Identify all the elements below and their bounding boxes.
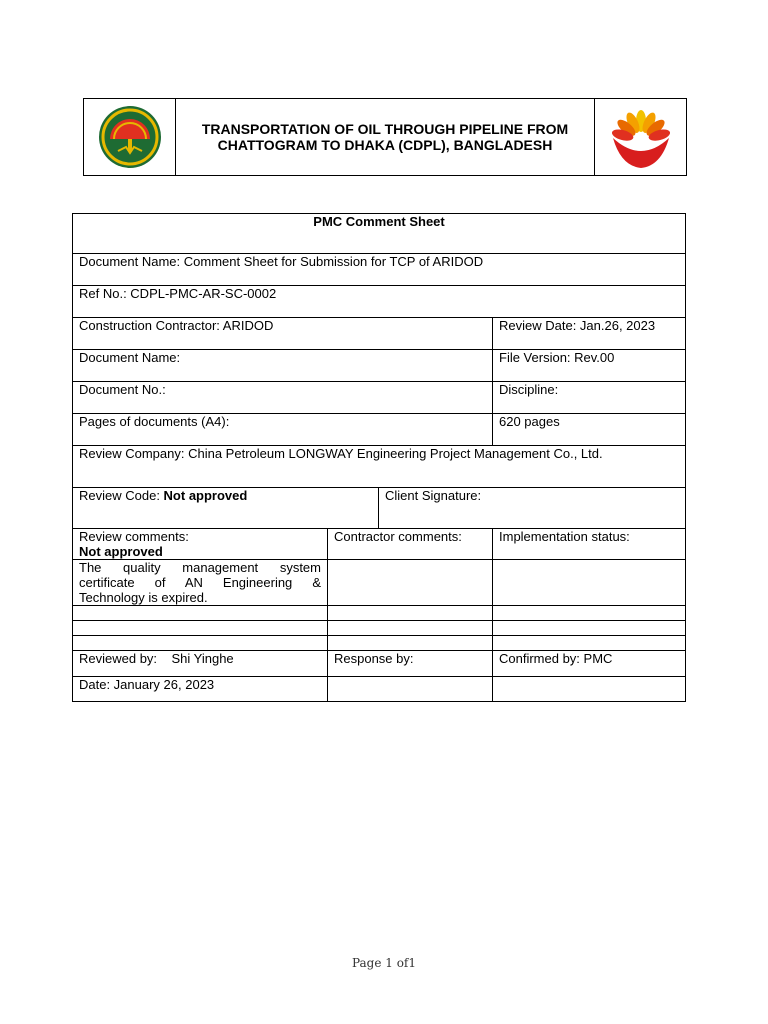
implementation-status-label: Implementation status: — [493, 529, 686, 560]
document-no-label: Document No.: — [73, 382, 493, 414]
review-comments-status: Not approved — [79, 544, 163, 559]
confirmed-by: Confirmed by: PMC — [493, 651, 686, 677]
construction-contractor: Construction Contractor: ARIDOD — [73, 318, 493, 350]
reviewed-by: Reviewed by: Shi Yinghe — [73, 651, 328, 677]
discipline-label: Discipline: — [493, 382, 686, 414]
review-code-label: Review Code: — [79, 488, 164, 503]
review-comments-label: Review comments: — [79, 529, 189, 544]
review-code — [73, 488, 379, 529]
bangladesh-emblem-logo — [84, 99, 176, 175]
review-code-value: Not approved — [163, 488, 248, 503]
empty-cell — [493, 677, 686, 702]
review-company: Review Company: China Petroleum LONGWAY Engineering Project Management Co., Ltd. — [73, 446, 686, 488]
review-date-full: Date: January 26, 2023 — [73, 677, 328, 702]
review-date: Review Date: Jan.26, 2023 — [493, 318, 686, 350]
empty-cell — [73, 606, 328, 621]
pages-value: 620 pages — [493, 414, 686, 446]
contractor-comments-label: Contractor comments: — [328, 529, 493, 560]
review-comment-text: The quality management system certificate of AN Engineering & Technology is expired. — [73, 560, 328, 606]
client-signature-label: Client Signature: — [379, 488, 686, 529]
pages-label: Pages of documents (A4): — [73, 414, 493, 446]
pmc-comment-table — [72, 213, 686, 702]
empty-cell — [328, 677, 493, 702]
document-header — [83, 98, 687, 176]
empty-cell — [328, 606, 493, 621]
project-title — [176, 99, 594, 175]
file-version: File Version: Rev.00 — [493, 350, 686, 382]
empty-cell — [493, 621, 686, 636]
empty-cell — [328, 636, 493, 651]
contractor-comment-cell — [328, 560, 493, 606]
empty-cell — [493, 606, 686, 621]
cnpc-petal-logo — [594, 99, 686, 175]
page-number: Page 1 of1 — [351, 956, 417, 970]
empty-cell — [328, 621, 493, 636]
project-title-line2: CHATTOGRAM TO DHAKA (CDPL), BANGLADESH — [217, 137, 553, 153]
empty-cell — [73, 636, 328, 651]
response-by: Response by: — [328, 651, 493, 677]
document-name-full: Document Name: Comment Sheet for Submission for TCP of ARIDOD — [73, 254, 686, 286]
review-comments-header — [73, 529, 328, 560]
sheet-title: PMC Comment Sheet — [73, 214, 686, 254]
implementation-status-cell — [493, 560, 686, 606]
empty-cell — [493, 636, 686, 651]
document-name-label: Document Name: — [73, 350, 493, 382]
empty-cell — [73, 621, 328, 636]
project-title-line1: TRANSPORTATION OF OIL THROUGH PIPELINE FROM — [201, 121, 569, 137]
ref-no: Ref No.: CDPL-PMC-AR-SC-0002 — [73, 286, 686, 318]
